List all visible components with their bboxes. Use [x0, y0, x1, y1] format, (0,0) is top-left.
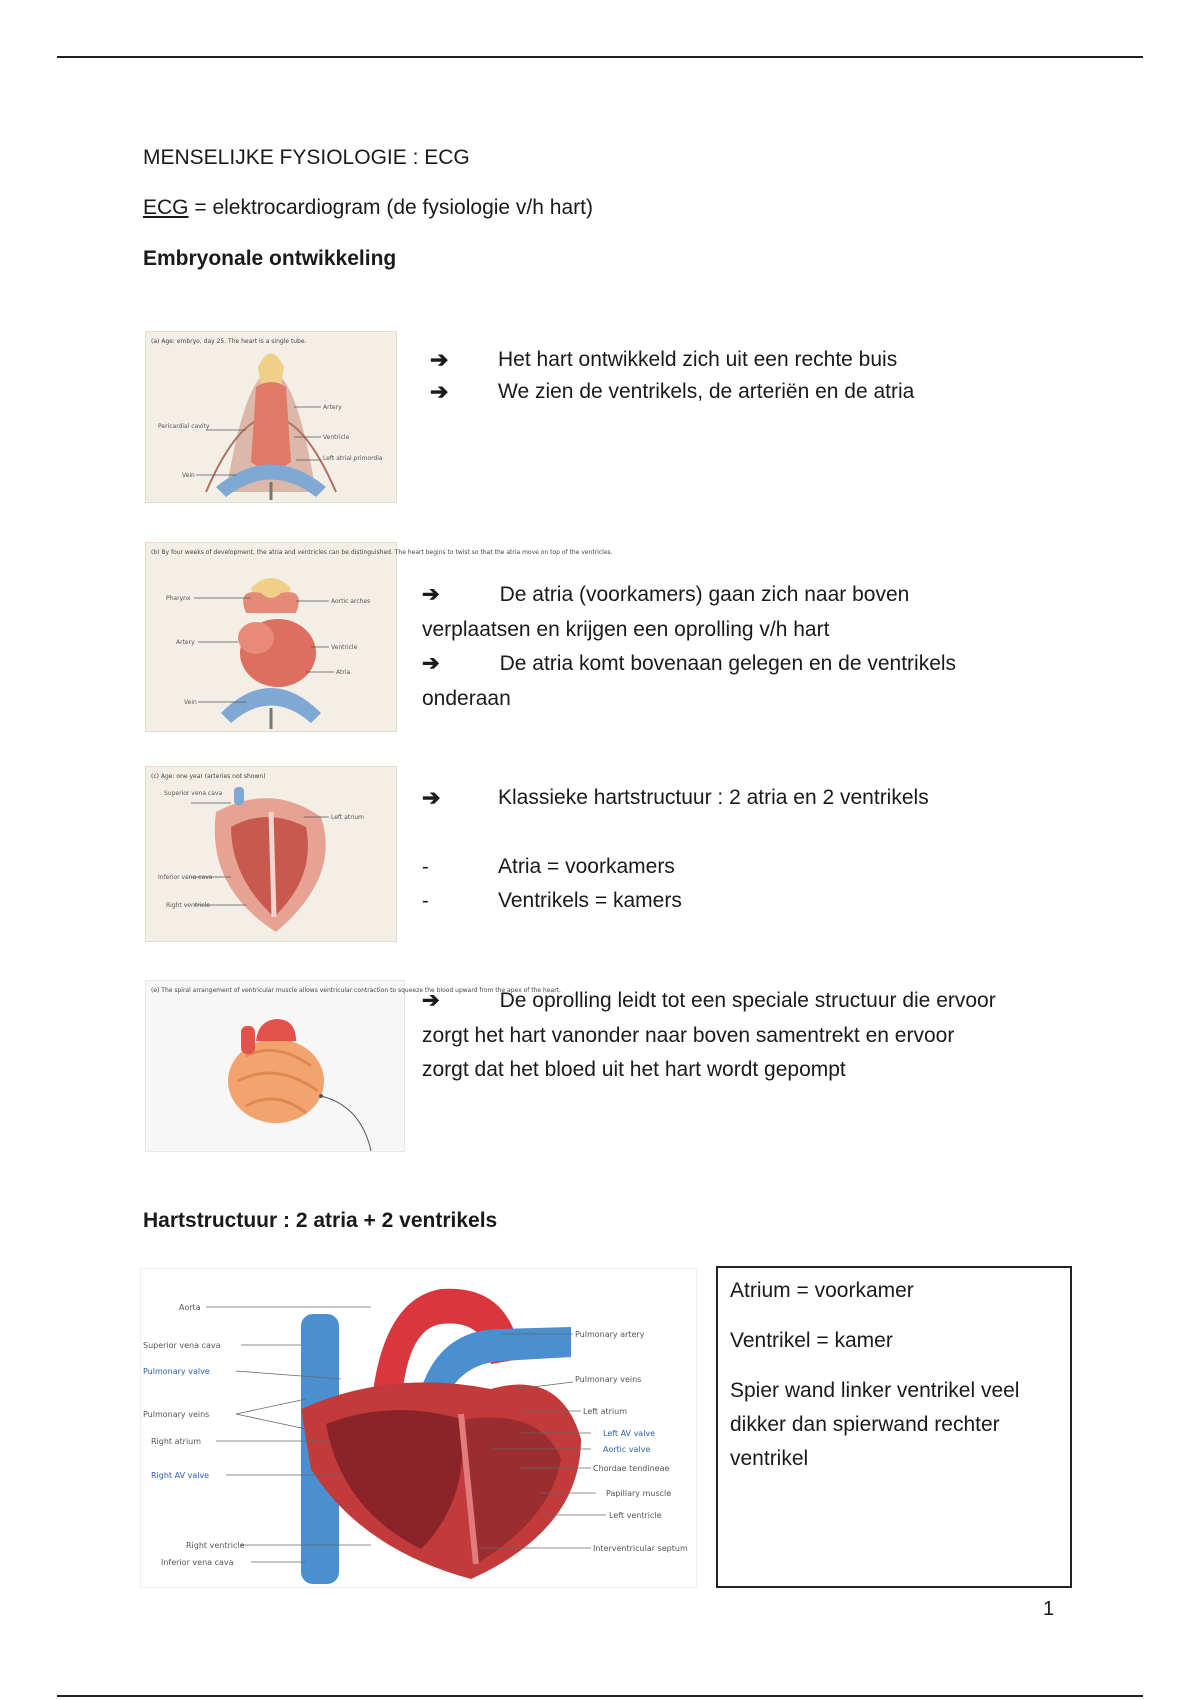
- label-artery: Artery: [176, 639, 195, 646]
- label-pulmonary-veins-right: Pulmonary veins: [575, 1375, 642, 1384]
- label-ventricle: Ventricle: [323, 434, 350, 441]
- label-vein: Vein: [182, 472, 195, 479]
- figure-caption: (c) Age: one year (arteries not shown): [151, 773, 266, 780]
- arrow-bullet: ➔: [422, 652, 440, 675]
- dash-bullet: -: [422, 890, 429, 912]
- label-right-ventricle: Right ventricle: [186, 1541, 245, 1550]
- arrow-bullet: ➔: [422, 989, 440, 1012]
- label-vein: Vein: [184, 699, 197, 706]
- figure-spiral-muscle: [145, 980, 561, 1152]
- label-left-atrium: Left atrium: [583, 1407, 628, 1416]
- paragraph-text: onderaan: [422, 686, 511, 710]
- paragraph-text: De oprolling leidt tot een speciale structuur die ervoor: [499, 989, 996, 1012]
- figure-caption: (a) Age: embryo, day 25. The heart is a single tube.: [151, 338, 307, 345]
- label-right-av-valve: Right AV valve: [151, 1471, 210, 1480]
- page-number: 1: [1043, 1598, 1055, 1620]
- box-line: Ventrikel = kamer: [730, 1329, 893, 1352]
- top-rule: [57, 56, 1143, 58]
- paragraph-text: De atria (voorkamers) gaan zich naar boven: [499, 583, 910, 606]
- label-aortic-arches: Aortic arches: [331, 598, 371, 605]
- box-line: Spier wand linker ventrikel veel dikker dan spierwand rechter ventrikel: [730, 1379, 1020, 1470]
- label-pharynx: Pharynx: [166, 595, 191, 602]
- section-heading-heart-structure: Hartstructuur : 2 atria + 2 ventrikels: [143, 1209, 498, 1232]
- definition-text: = elektrocardiogram (de fysiologie v/h hart): [188, 196, 593, 219]
- label-left-av-valve: Left AV valve: [603, 1429, 656, 1438]
- label-inferior-vena-cava: Inferior vena cava: [161, 1558, 234, 1567]
- arrow-bullet: ➔: [430, 379, 449, 404]
- figure-embryo-day25: [145, 331, 397, 503]
- label-chordae-tendineae: Chordae tendineae: [593, 1464, 670, 1473]
- box-line: Atrium = voorkamer: [730, 1279, 914, 1302]
- label-left-atrium: Left atrium: [331, 814, 365, 821]
- bottom-rule: [57, 1695, 1143, 1697]
- label-right-atrium: Right atrium: [151, 1437, 202, 1446]
- arrow-bullet: ➔: [422, 583, 440, 606]
- list-item: Atria = voorkamers: [498, 855, 675, 878]
- bullet-text: We zien de ventrikels, de arteriën en de atria: [498, 380, 915, 403]
- paragraph-atria-move: [422, 578, 1082, 716]
- figure-heart-anatomy: [140, 1268, 697, 1588]
- label-pulmonary-veins-left: Pulmonary veins: [143, 1410, 210, 1419]
- paragraph-text: De atria komt bovenaan gelegen en de ventrikels: [499, 652, 957, 675]
- figure-one-year: [145, 766, 397, 942]
- dash-bullet: -: [422, 856, 429, 878]
- page-title: MENSELIJKE FYSIOLOGIE : ECG: [143, 146, 470, 169]
- label-artery: Artery: [323, 404, 342, 411]
- paragraph-text: verplaatsen en krijgen een oprolling v/h hart: [422, 617, 830, 641]
- paragraph-text: zorgt dat het bloed uit het hart wordt gepompt: [422, 1058, 846, 1081]
- label-pericardial-cavity: Pericardial cavity: [158, 423, 210, 430]
- arrow-bullet: ➔: [430, 347, 449, 372]
- figure-caption: (b) By four weeks of development, the atria and ventricles can be distinguished. The heart begins to twist so that the atria move on top of the ventricles.: [151, 549, 613, 556]
- label-interventricular-septum: Interventricular septum: [593, 1544, 688, 1553]
- label-left-atrial-primordia: Left atrial primordia: [323, 455, 383, 462]
- label-superior-vena-cava: Superior vena cava: [164, 790, 223, 797]
- definition-box: [716, 1266, 1072, 1588]
- definition-line: [143, 191, 593, 225]
- label-aorta: Aorta: [179, 1303, 201, 1312]
- label-pulmonary-artery: Pulmonary artery: [575, 1330, 645, 1339]
- label-right-ventricle: Right ventricle: [166, 902, 210, 909]
- paragraph-text: zorgt het hart vanonder naar boven samentrekt en ervoor: [422, 1023, 955, 1047]
- label-ventricle: Ventricle: [331, 644, 358, 651]
- label-aortic-valve: Aortic valve: [603, 1445, 651, 1454]
- label-inferior-vena-cava: Inferior vena cava: [158, 874, 213, 881]
- label-pulmonary-valve: Pulmonary valve: [143, 1367, 210, 1376]
- figure-caption: (e) The spiral arrangement of ventricular muscle allows ventricular contraction to squeeze the blood upward from the apex of the heart.: [151, 987, 561, 994]
- bullet-text: Klassieke hartstructuur : 2 atria en 2 ventrikels: [498, 786, 929, 809]
- definition-term: ECG: [143, 196, 189, 219]
- label-left-ventricle: Left ventricle: [609, 1511, 662, 1520]
- section-heading-embryonic: Embryonale ontwikkeling: [143, 247, 397, 270]
- paragraph-spiral: [422, 984, 1122, 1088]
- label-atria: Atria: [336, 669, 351, 676]
- bullet-text: Het hart ontwikkeld zich uit een rechte buis: [498, 348, 898, 371]
- label-papillary-muscle: Papillary muscle: [606, 1489, 672, 1498]
- label-superior-vena-cava: Superior vena cava: [143, 1341, 221, 1350]
- list-item: Ventrikels = kamers: [498, 889, 682, 912]
- arrow-bullet: ➔: [422, 785, 441, 810]
